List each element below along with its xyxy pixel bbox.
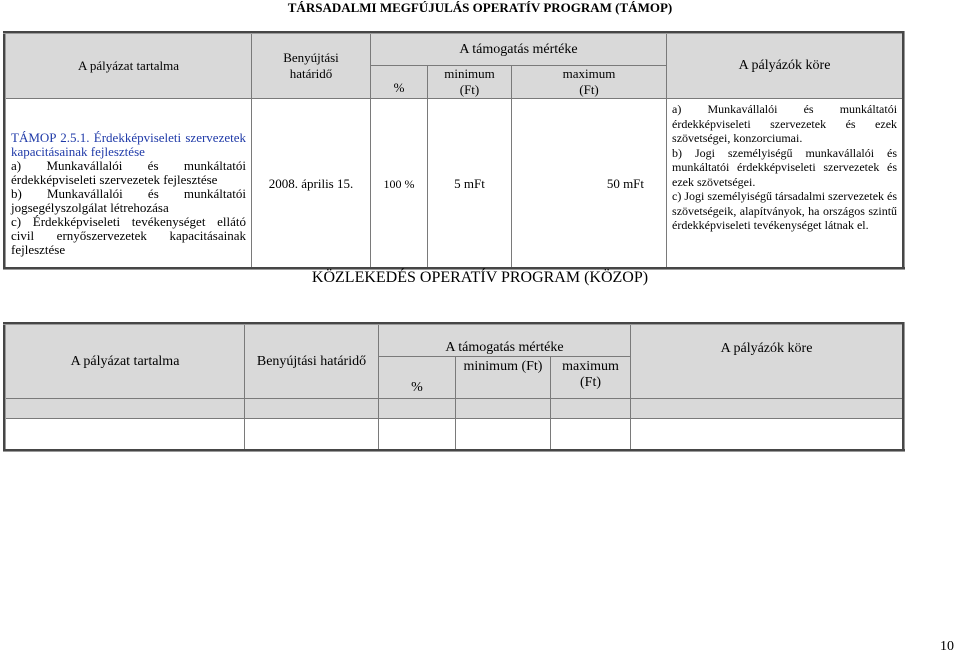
tamop-minimum: 5 mFt — [428, 99, 512, 269]
kozop-header-maximum: maximum (Ft) — [551, 357, 631, 399]
kozop-header-deadline: Benyújtási határidő — [245, 324, 379, 399]
header-maximum: maximum (Ft) — [512, 66, 667, 99]
header-support: A támogatás mértéke — [371, 33, 667, 66]
header-content: A pályázat tartalma — [5, 33, 252, 99]
kozop-empty-2 — [245, 399, 379, 419]
tamop-applicants-cell — [667, 99, 904, 269]
header-deadline: Benyújtási határidő — [252, 33, 371, 99]
header-percent: % — [371, 66, 428, 99]
applicant-a: a) Munkavállalói és munkáltatói érdekképviseleti szervezetek és ezek szövetségei, konzorciumai. — [672, 102, 898, 145]
content-item-c: c) Érdekképviseleti tevékenységet ellátó civil ernyőszervezetek kapacitásainak fejlesztése — [11, 214, 246, 257]
kozop-body-3 — [379, 419, 456, 451]
kozop-body-5 — [551, 419, 631, 451]
kozop-body-4 — [456, 419, 551, 451]
page-number: 10 — [940, 639, 954, 654]
kozop-title: KÖZLEKEDÉS OPERATÍV PROGRAM (KÖZOP) — [311, 269, 649, 286]
kozop-empty-1 — [5, 399, 245, 419]
kozop-empty-6 — [631, 399, 904, 419]
kozop-header-content: A pályázat tartalma — [5, 324, 245, 399]
kozop-body-2 — [245, 419, 379, 451]
kozop-empty-3 — [379, 399, 456, 419]
program-title: Érdekképviseleti szervezetek kapacitásainak fejlesztése — [11, 130, 246, 159]
kozop-header-support: A támogatás mértéke — [379, 324, 631, 357]
tamop-deadline: 2008. április 15. — [252, 99, 371, 269]
kozop-body-6 — [631, 419, 904, 451]
tamop-title: TÁRSADALMI MEGFÚJULÁS OPERATÍV PROGRAM (TÁMOP) — [287, 0, 673, 15]
kozop-header-applicants: A pályázók köre — [631, 324, 904, 399]
applicant-c: c) Jogi személyiségű társadalmi szervezetek és szövetségeik, alapítványok, ha országos szintű érdekképviseleti tevékenységet látnak el. — [672, 189, 898, 232]
kozop-header-percent: % — [379, 357, 456, 399]
applicant-b: b) Jogi személyiségű munkavállalói és munkáltatói érdekképviseleti szervezetek és ezek szövetségei. — [672, 145, 898, 189]
kozop-body-1 — [5, 419, 245, 451]
kozop-header-minimum: minimum (Ft) — [456, 357, 551, 399]
content-item-b: b) Munkavállalói és munkáltatói jogsegélyszolgálat létrehozása — [11, 186, 246, 215]
kozop-empty-5 — [551, 399, 631, 419]
program-code: TÁMOP 2.5.1. — [11, 130, 90, 145]
tamop-content-cell — [5, 99, 252, 269]
kozop-table — [3, 322, 905, 452]
kozop-empty-4 — [456, 399, 551, 419]
content-item-a: a) Munkavállalói és munkáltatói érdekképviseleti szervezetek fejlesztése — [11, 158, 246, 187]
header-applicants: A pályázók köre — [667, 33, 904, 99]
tamop-maximum: 50 mFt — [512, 99, 667, 269]
header-minimum: minimum (Ft) — [428, 66, 512, 99]
tamop-percent: 100 % — [371, 99, 428, 269]
tamop-table — [3, 31, 905, 270]
